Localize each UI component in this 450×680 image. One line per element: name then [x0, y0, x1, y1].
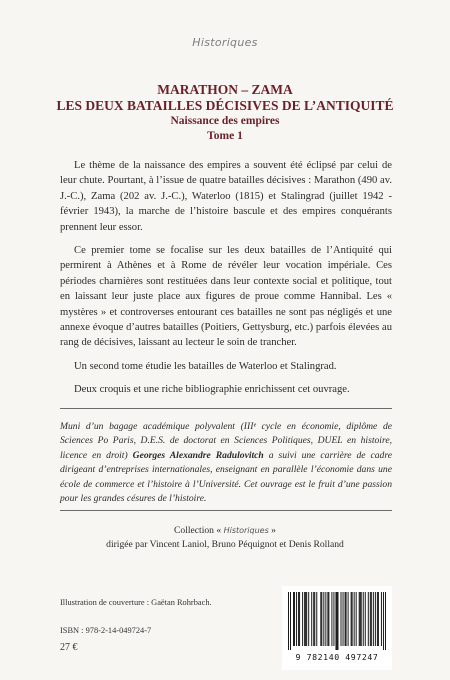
barcode-bar — [306, 592, 307, 646]
volume-label: Tome 1 — [207, 130, 243, 142]
title-line-1: MARATHON – ZAMA — [157, 82, 293, 97]
barcode-bar — [327, 592, 328, 646]
barcode-bar — [363, 592, 364, 646]
barcode-bar — [360, 592, 361, 646]
collection-suffix: » — [268, 525, 276, 536]
divider-bottom — [60, 510, 392, 511]
barcode-bar — [351, 592, 352, 646]
barcode-bar — [298, 592, 299, 646]
barcode-bar — [385, 592, 386, 650]
barcode-bar — [341, 592, 342, 646]
barcode-bar — [296, 592, 297, 646]
title-line-2: LES DEUX BATAILLES DÉCISIVES DE L’ANTIQUITÉ — [56, 98, 394, 113]
title-block — [0, 82, 450, 144]
barcode-bar — [375, 592, 376, 646]
barcode-bar — [304, 592, 305, 646]
barcode-bar — [346, 592, 347, 646]
summary-paragraph-1: Le thème de la naissance des empires a souvent été éclipsé par celui de leur chute. Pourtant, à l’issue de quatre batailles décisives : Marathon (490 av. J.-C.), Zama (202 av. J.-C.), Waterloo (1815) et Stalingrad (juillet 1942 - février 1943), la marche de l’histoire bascule et des empires conquérants prennent leur essor. — [60, 160, 392, 233]
barcode-bar — [320, 592, 321, 646]
barcode-bar — [308, 592, 309, 646]
summary-paragraph-2: Ce premier tome se focalise sur les deux batailles de l’Antiquité qui permirent à Athènes et à Rome de révéler leur vocation impériale. Ces périodes charnières sont restituées dans leur contexte social et politique, tout en laissant leur juste place aux figures de proue comme Hannibal. Les « mystères » et controverses entourant ces batailles ne sont pas négligés et une annexe évoque d’autres batailles (Poitiers, Gettysburg, etc.) parfois élevées au rang de décisives, laissant au lecteur le soin de trancher. — [60, 245, 392, 349]
summary-paragraph-4: Deux croquis et une riche bibliographie enrichissent cet ouvrage. — [74, 384, 350, 396]
barcode-bar — [377, 592, 378, 646]
barcode-bar — [359, 592, 360, 646]
barcode-bar — [333, 592, 334, 646]
barcode-bar — [311, 592, 312, 646]
barcode-bar — [335, 592, 336, 650]
barcode-bar — [338, 592, 339, 650]
barcode-bar — [302, 592, 303, 646]
barcode-bar — [381, 592, 382, 646]
barcode-bar — [348, 592, 349, 646]
collection-directors: dirigée par Vincent Laniol, Bruno Péquignot et Denis Rolland — [106, 539, 344, 550]
illustration-credit: Illustration de couverture : Gaëtan Rohrbach. — [60, 598, 212, 607]
barcode — [282, 586, 392, 670]
barcode-digits: 9 782140 497247 — [295, 652, 379, 662]
barcode-bar — [383, 592, 384, 650]
price: 27 € — [60, 642, 78, 653]
barcode-bar — [299, 592, 300, 646]
barcode-bar — [361, 592, 362, 646]
barcode-bar — [371, 592, 372, 646]
barcode-bar — [323, 592, 324, 646]
author-name: Georges Alexandre Radulovitch — [132, 449, 264, 461]
barcode-bar — [378, 592, 379, 646]
author-bio — [60, 420, 392, 506]
divider-top — [60, 408, 392, 409]
collection-line — [0, 524, 450, 538]
barcode-bar — [345, 592, 346, 646]
barcode-bar — [294, 592, 295, 646]
series-logo: Historiques — [192, 36, 258, 49]
barcode-bar — [305, 592, 306, 646]
barcode-bar — [354, 592, 355, 646]
bio-rest: a suivi une carrière de cadre dirigeant d’entreprises internationales, enseignant en parallèle l’économie dans une école de commerce et l’histoire à l’Université. Cet ouvrage est le fruit d’une passion pour les grandes césures de l’histoire. — [60, 449, 392, 505]
barcode-bar — [288, 592, 289, 650]
summary-paragraph-3: Un second tome étudie les batailles de Waterloo et Stalingrad. — [74, 360, 337, 372]
collection-prefix: Collection « — [174, 525, 224, 536]
barcode-bar — [370, 592, 371, 646]
barcode-bar — [325, 592, 326, 646]
isbn: ISBN : 978-2-14-049724-7 — [60, 626, 152, 635]
barcode-bar — [293, 592, 294, 646]
summary-text — [60, 158, 392, 406]
barcode-bar — [321, 592, 322, 646]
barcode-bar — [368, 592, 369, 646]
barcode-bar — [316, 592, 317, 646]
barcode-bar — [352, 592, 353, 646]
barcode-bar — [290, 592, 291, 650]
barcode-bar — [373, 592, 374, 646]
collection-info — [0, 524, 450, 552]
barcode-bar — [331, 592, 332, 646]
barcode-bar — [356, 592, 357, 646]
bio-intro: Muni d’un bagage académique polyvalent (IIIᵉ cycle en économie, diplôme de Sciences Po Paris, D.E.S. de doctorat en Sciences Politiques, DUEL en histoire, licence en droit) — [60, 421, 392, 461]
barcode-bar — [313, 592, 314, 646]
barcode-bar — [365, 592, 366, 646]
barcode-bar — [328, 592, 329, 646]
barcode-bar — [336, 592, 337, 650]
barcode-bars — [288, 592, 386, 650]
subtitle: Naissance des empires — [170, 115, 280, 127]
barcode-bar — [343, 592, 344, 646]
barcode-bar — [314, 592, 315, 646]
collection-name: Historiques — [223, 526, 269, 535]
